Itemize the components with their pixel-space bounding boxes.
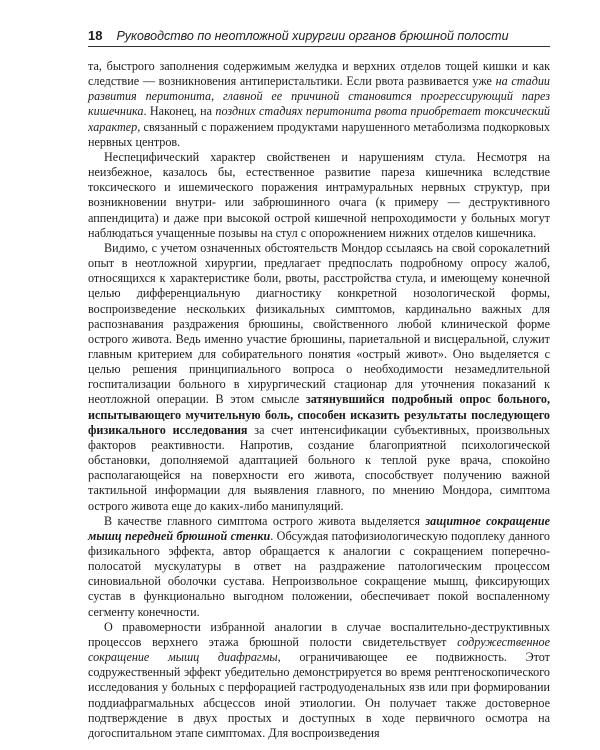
emphasized-text: содружественное сокращение мышц диафрагмы — [88, 634, 550, 665]
emphasized-text: поздних стадиях перитонита рвота приобретает токсический характер — [88, 104, 550, 134]
emphasized-text: затянувшийся подробный опрос больного, испытывающего мучительную боль, способен исказить результаты последующего физикального исследования — [88, 392, 550, 437]
page-header — [88, 28, 550, 47]
body-text — [88, 59, 550, 741]
text-run: Неспецифический характер свойственен и нарушениям стула. Несмотря на неизбежное, казалось бы, естественное развитие пареза кишечника вследствие токсического и ишемического поражения интрамуральных нервных структур, при возникновении внутри- или забрюшинного очага (к примеру — деструктивного аппендицита) и даже при высокой острой кишечной непроходимости у больных могут наблюдаться учащенные позывы на стул с опорожнением нижних отделов кишечника. — [88, 149, 550, 240]
text-run: та, быстрого заполнения содержимым желудка и верхних отделов тощей кишки и как следствие — возникновения антиперистальтики. Если рвота развивается уже — [88, 59, 550, 89]
text-run: , связанный с поражением продуктами нарушенного метаболизма подкорковых нервных центров. — [88, 119, 550, 149]
text-run: Видимо, с учетом означенных обстоятельств Мондор ссылаясь на свой сорокалетний опыт в неотложной хирургии, предлагает предпослать подробному опросу жалоб, относящихся к характеристике боли, рвоты, расстройства стула, и имеющему конечной целью дифференциальную диагностику конкретной нозологической формы, воспроизведение нескольких физикальных симптомов, кардинально важных для распознавания раздражения брюшины, свойственного любой клинической форме острого живота. Ведь именно участие брюшины, париетальной и висцеральной, служит главным критерием для собирательного понятия «острый живот». Оно выделяется с целью решения принципиального вопроса о необходимости незамедлительной госпитализации больного в хирургический стационар для уточнения показаний к неотложной операции. В этом смысле — [88, 240, 550, 407]
text-run: . Наконец, на — [143, 104, 216, 119]
paragraph — [88, 514, 550, 620]
paragraph — [88, 59, 550, 150]
text-run: за счет интенсификации субъективных, произвольных факторов реактивности. Напротив, создание благоприятной психологической обстановки, дополняемой адаптацией больного к теплой руке врача, спокойно располагающейся на поверхности его живота, способствует получению важной тактильной информации для выявления главного, по мнению Мондора, симптома острого живота еще до каких-либо манипуляций. — [88, 422, 551, 513]
paragraph — [88, 150, 550, 241]
text-run: В качестве главного симптома острого живота выделяется — [104, 513, 426, 528]
text-run: . Обсуждая патофизиологическую подоплеку данного физикального эффекта, автор обращается к аналогии с сокращением поперечно-полосатой мускулатуры в ответ на раздражение патологическим процессом синовиальной оболочки сустава. Непроизвольное сокращение мышц, фиксирующих сустав в функционально выгодном положении, обеспечивает покой воспаленному сегменту конечности. — [88, 528, 550, 619]
paragraph — [88, 620, 550, 741]
paragraph — [88, 241, 550, 514]
emphasized-text: на стадии развития перитонита, главной ее причиной становится прогрессирующий парез кишечника — [88, 74, 550, 119]
running-title: Руководство по неотложной хирургии органов брюшной полости — [116, 29, 509, 43]
page-number: 18 — [88, 28, 103, 43]
emphasized-text: защитное сокращение мышц передней брюшной стенки — [88, 513, 550, 543]
text-run: О правомерности избранной аналогии в случае воспалительно-деструктивных процессов верхнего этажа брюшной полости свидетельствует — [88, 619, 550, 649]
text-run: , ограничивающее ее подвижность. Этот содружественный эффект убедительно демонстрируется во время рентгеноскопического исследования у больных с перфорацией гастродуоденальных язв или при формировании поддиафрагмальных абсцессов иной этиологии. Он получает также достоверное подтверждение в двух простых и доступных в ходе первичного осмотра на догоспитальном этапе симптомах. Для воспроизведения — [88, 650, 550, 740]
